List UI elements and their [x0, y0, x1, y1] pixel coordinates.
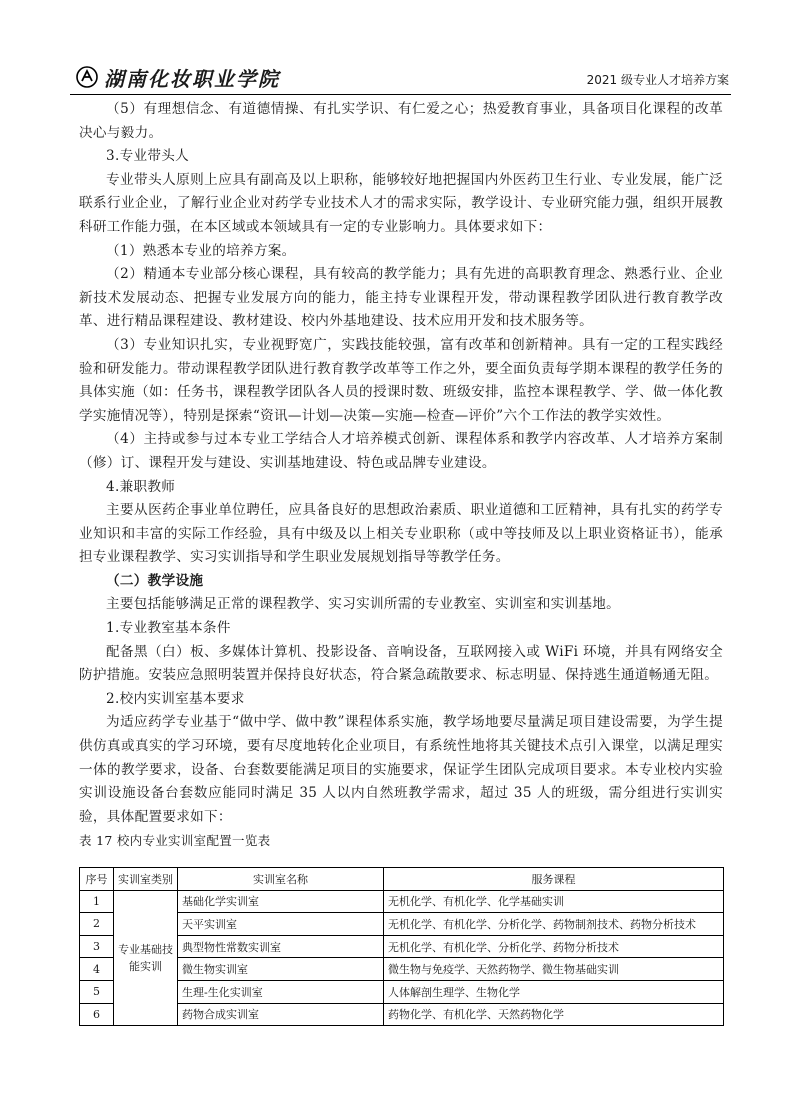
paragraph: （1）熟悉本专业的培养方案。	[106, 242, 296, 259]
training-room-table	[79, 867, 724, 1026]
column-header: 实训室类别	[114, 868, 178, 891]
room-name: 药物合成实训室	[178, 1003, 384, 1026]
paragraph: 主要从医药企事业单位聘任，应具备良好的思想政治素质、职业道德和工匠精神，具有扎实的药学专业知识和丰富的实际工作经验，具有中级及以上相关专业职称（或中等技师及以上职业资格证书），能承担专业课程教学、实习实训指导和学生职业发展规划指导等教学任务。	[79, 502, 723, 566]
section-heading: 4.兼职教师	[106, 478, 176, 495]
school-logo-icon	[76, 66, 98, 88]
paragraph: （4）主持或参与过本专业工学结合人才培养模式创新、课程体系和教学内容改革、人才培养方案制（修）订、课程开发与建设、实训基地建设、特色或品牌专业建设。	[79, 431, 723, 471]
column-header: 服务课程	[384, 868, 724, 891]
room-name: 微生物实训室	[178, 958, 384, 981]
service-courses: 人体解剖生理学、生物化学	[384, 980, 724, 1003]
page-header	[70, 62, 731, 95]
chapter-heading: （二）教学设施	[106, 572, 204, 589]
table-row	[80, 890, 724, 913]
document-body	[79, 98, 723, 853]
row-number: 4	[80, 958, 114, 981]
plan-title: 2021 级专业人才培养方案	[586, 73, 729, 87]
paragraph: 主要包括能够满足正常的课程教学、实习实训所需的专业教室、实训室和实训基地。	[106, 596, 621, 613]
column-header: 实训室名称	[178, 868, 384, 891]
table-caption: 表 17 校内专业实训室配置一览表	[79, 833, 271, 849]
paragraph: 配备黑（白）板、多媒体计算机、投影设备、音响设备，互联网接入或 WiFi 环境，并具有网络安全防护措施。安装应急照明装置并保持良好状态，符合紧急疏散要求、标志明显、保持逃生通道畅通无阻。	[79, 643, 723, 684]
service-courses: 药物化学、有机化学、天然药物化学	[384, 1003, 724, 1026]
paragraph: （5）有理想信念、有道德情操、有扎实学识、有仁爱之心；热爱教育事业，具备项目化课程的改革决心与毅力。	[79, 101, 723, 141]
service-courses: 微生物与免疫学、天然药物学、微生物基础实训	[384, 958, 724, 981]
room-name: 生理-生化实训室	[178, 980, 384, 1003]
row-number: 3	[80, 935, 114, 958]
room-name: 典型物性常数实训室	[178, 935, 384, 958]
section-heading: 2.校内实训室基本要求	[106, 690, 245, 707]
row-number: 2	[80, 913, 114, 936]
room-category: 专业基础技能实训	[114, 890, 178, 1026]
service-courses: 无机化学、有机化学、分析化学、药物制剂技术、药物分析技术	[384, 913, 724, 936]
section-heading: 3.专业带头人	[106, 148, 190, 165]
row-number: 1	[80, 890, 114, 913]
row-number: 5	[80, 980, 114, 1003]
room-name: 基础化学实训室	[178, 890, 384, 913]
column-header: 序号	[80, 868, 114, 891]
service-courses: 无机化学、有机化学、化学基础实训	[384, 890, 724, 913]
paragraph: 为适应药学专业基于“做中学、做中教”课程体系实施，教学场地要尽量满足项目建设需要，为学生提供仿真或真实的学习环境，要有尽度地转化企业项目，有系统性地将其关键技术点引入课堂，以满足理实一体的教学要求，设备、台套数要能满足项目的实施要求，保证学生团队完成项目要求。本专业校内实验实训设施设备台套数应能同时满足 35 人以内自然班教学需求，超过 35 人的班级，需分组进行实训实验，具体配置要求如下：	[79, 714, 723, 825]
section-heading: 1.专业教室基本条件	[106, 620, 231, 637]
table-header-row	[80, 868, 724, 891]
paragraph: （2）精通本专业部分核心课程，具有较高的教学能力；具有先进的高职教育理念、熟悉行业、企业新技术发展动态、把握专业发展方向的能力，能主持专业课程开发，带动课程教学团队进行教育教学改革、进行精品课程建设、教材建设、校内外基地建设、技术应用开发和技术服务等。	[79, 266, 723, 330]
service-courses: 无机化学、有机化学、分析化学、药物分析技术	[384, 935, 724, 958]
paragraph: 专业带头人原则上应具有副高及以上职称，能够较好地把握国内外医药卫生行业、专业发展，能广泛联系行业企业，了解行业企业对药学专业技术人才的需求实际，教学设计、专业研究能力强，组织开展教科研工作能力强，在本区域或本领域具有一定的专业影响力。具体要求如下：	[79, 171, 723, 235]
room-name: 天平实训室	[178, 913, 384, 936]
paragraph: （3）专业知识扎实，专业视野宽广，实践技能较强，富有改革和创新精神。具有一定的工程实践经验和研发能力。带动课程教学团队进行教育教学改革等工作之外，要全面负责每学期本课程的教学任务的具体实施（如：任务书，课程教学团队各人员的授课时数、班级安排，监控本课程教学、学、做一体化教学实施情况等），特别是探索“资讯—计划—决策—实施—检查—评价”六个工作法的教学实效性。	[79, 336, 723, 424]
row-number: 6	[80, 1003, 114, 1026]
school-name: 湖南化妆职业学院	[104, 67, 280, 91]
